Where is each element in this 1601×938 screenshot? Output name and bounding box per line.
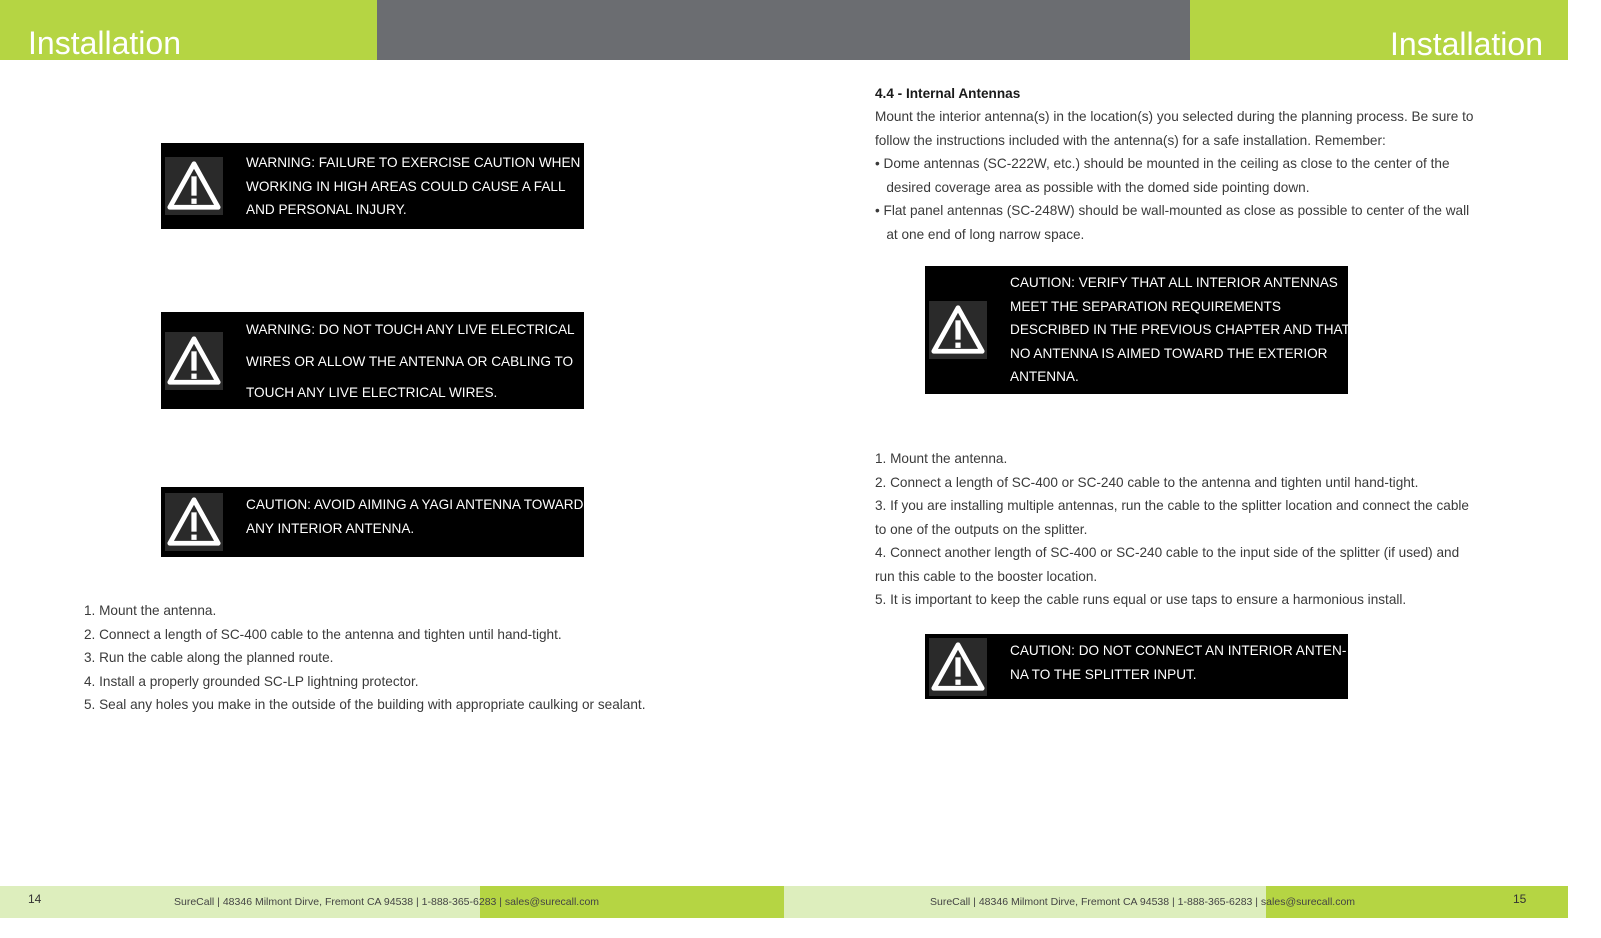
intro-line: follow the instructions included with the antenna(s) for a safe installation. Remember: (875, 132, 1386, 148)
intro-line: • Dome antennas (SC-222W, etc.) should be mounted in the ceiling as close to the center of the (875, 156, 1450, 171)
footer-contact-left: SureCall | 48346 Milmont Dirve, Fremont CA 94538 | 1-888-365-6283 | sales@surecall.com (174, 896, 600, 908)
warning-line: CAUTION: AVOID AIMING A YAGI ANTENNA TOWARD (246, 497, 584, 512)
section-title: 4.4 - Internal Antennas (875, 86, 1021, 101)
caution-line: DESCRIBED IN THE PREVIOUS CHAPTER AND THAT (1010, 322, 1350, 337)
header-title-right: Installation (1390, 26, 1543, 62)
warning-line: WARNING: DO NOT TOUCH ANY LIVE ELECTRICAL (246, 322, 575, 337)
list-item: 5. Seal any holes you make in the outside of the building with appropriate caulking or sealant. (84, 697, 646, 712)
warning-line: TOUCH ANY LIVE ELECTRICAL WIRES. (246, 385, 498, 400)
header-title-left: Installation (28, 25, 181, 61)
list-item: 2. Connect a length of SC-400 or SC-240 cable to the antenna and tighten until hand-tight. (875, 474, 1419, 490)
caution-line: CAUTION: DO NOT CONNECT AN INTERIOR ANTEN- (1010, 643, 1347, 658)
page-number-right: 15 (1513, 892, 1527, 906)
intro-line: • Flat panel antennas (SC-248W) should be wall-mounted as close as possible to center of the wall (875, 203, 1470, 218)
warning-triangle-icon (929, 301, 987, 359)
list-item: 5. It is important to keep the cable runs equal or use taps to ensure a harmonious install. (875, 592, 1407, 607)
warning-line: WARNING: FAILURE TO EXERCISE CAUTION WHEN (246, 155, 581, 170)
list-item: 4. Connect another length of SC-400 or SC-240 cable to the input side of the splitter (if used) and (875, 545, 1460, 560)
caution-line: MEET THE SEPARATION REQUIREMENTS (1010, 298, 1281, 314)
left-steps-list (84, 599, 645, 717)
warning-box-electrical (161, 312, 584, 409)
caution-box-separation (925, 266, 1348, 394)
warning-line: ANY INTERIOR ANTENNA. (246, 520, 415, 536)
warning-line: AND PERSONAL INJURY. (246, 202, 407, 217)
caution-line: NO ANTENNA IS AIMED TOWARD THE EXTERIOR (1010, 345, 1328, 361)
list-item: to one of the outputs on the splitter. (875, 521, 1088, 537)
list-item: 3. Run the cable along the planned route. (84, 650, 334, 665)
page-number-left: 14 (28, 892, 42, 906)
intro-paragraph (875, 105, 1473, 246)
warning-triangle-icon (165, 157, 223, 215)
intro-line: at one end of long narrow space. (875, 226, 1085, 242)
list-item: 3. If you are installing multiple antennas, run the cable to the splitter location and connect the cable (875, 498, 1469, 513)
warning-triangle-icon (165, 493, 223, 551)
warning-triangle-icon (929, 638, 987, 696)
header-band-center (377, 0, 1190, 60)
caution-line: CAUTION: VERIFY THAT ALL INTERIOR ANTENNAS (1010, 275, 1338, 290)
list-item: 1. Mount the antenna. (84, 603, 217, 618)
caution-box-splitter (925, 634, 1348, 699)
footer-contact-right: SureCall | 48346 Milmont Dirve, Fremont CA 94538 | 1-888-365-6283 | sales@surecall.com (930, 896, 1356, 908)
warning-line: WORKING IN HIGH AREAS COULD CAUSE A FALL (246, 178, 566, 194)
list-item: 2. Connect a length of SC-400 cable to the antenna and tighten until hand-tight. (84, 627, 562, 642)
list-item: run this cable to the booster location. (875, 568, 1098, 584)
list-item: 4. Install a properly grounded SC-LP lightning protector. (84, 673, 419, 689)
caution-box-yagi (161, 487, 584, 557)
intro-line: Mount the interior antenna(s) in the location(s) you selected during the planning process. Be sure to (875, 109, 1474, 124)
warning-triangle-icon (165, 332, 223, 390)
warning-line: WIRES OR ALLOW THE ANTENNA OR CABLING TO (246, 353, 574, 369)
right-steps-list (875, 447, 1469, 612)
caution-line: NA TO THE SPLITTER INPUT. (1010, 666, 1197, 682)
list-item: 1. Mount the antenna. (875, 451, 1008, 466)
warning-box-fall (161, 143, 584, 229)
caution-line: ANTENNA. (1010, 369, 1079, 384)
intro-line: desired coverage area as possible with the domed side pointing down. (875, 179, 1310, 195)
